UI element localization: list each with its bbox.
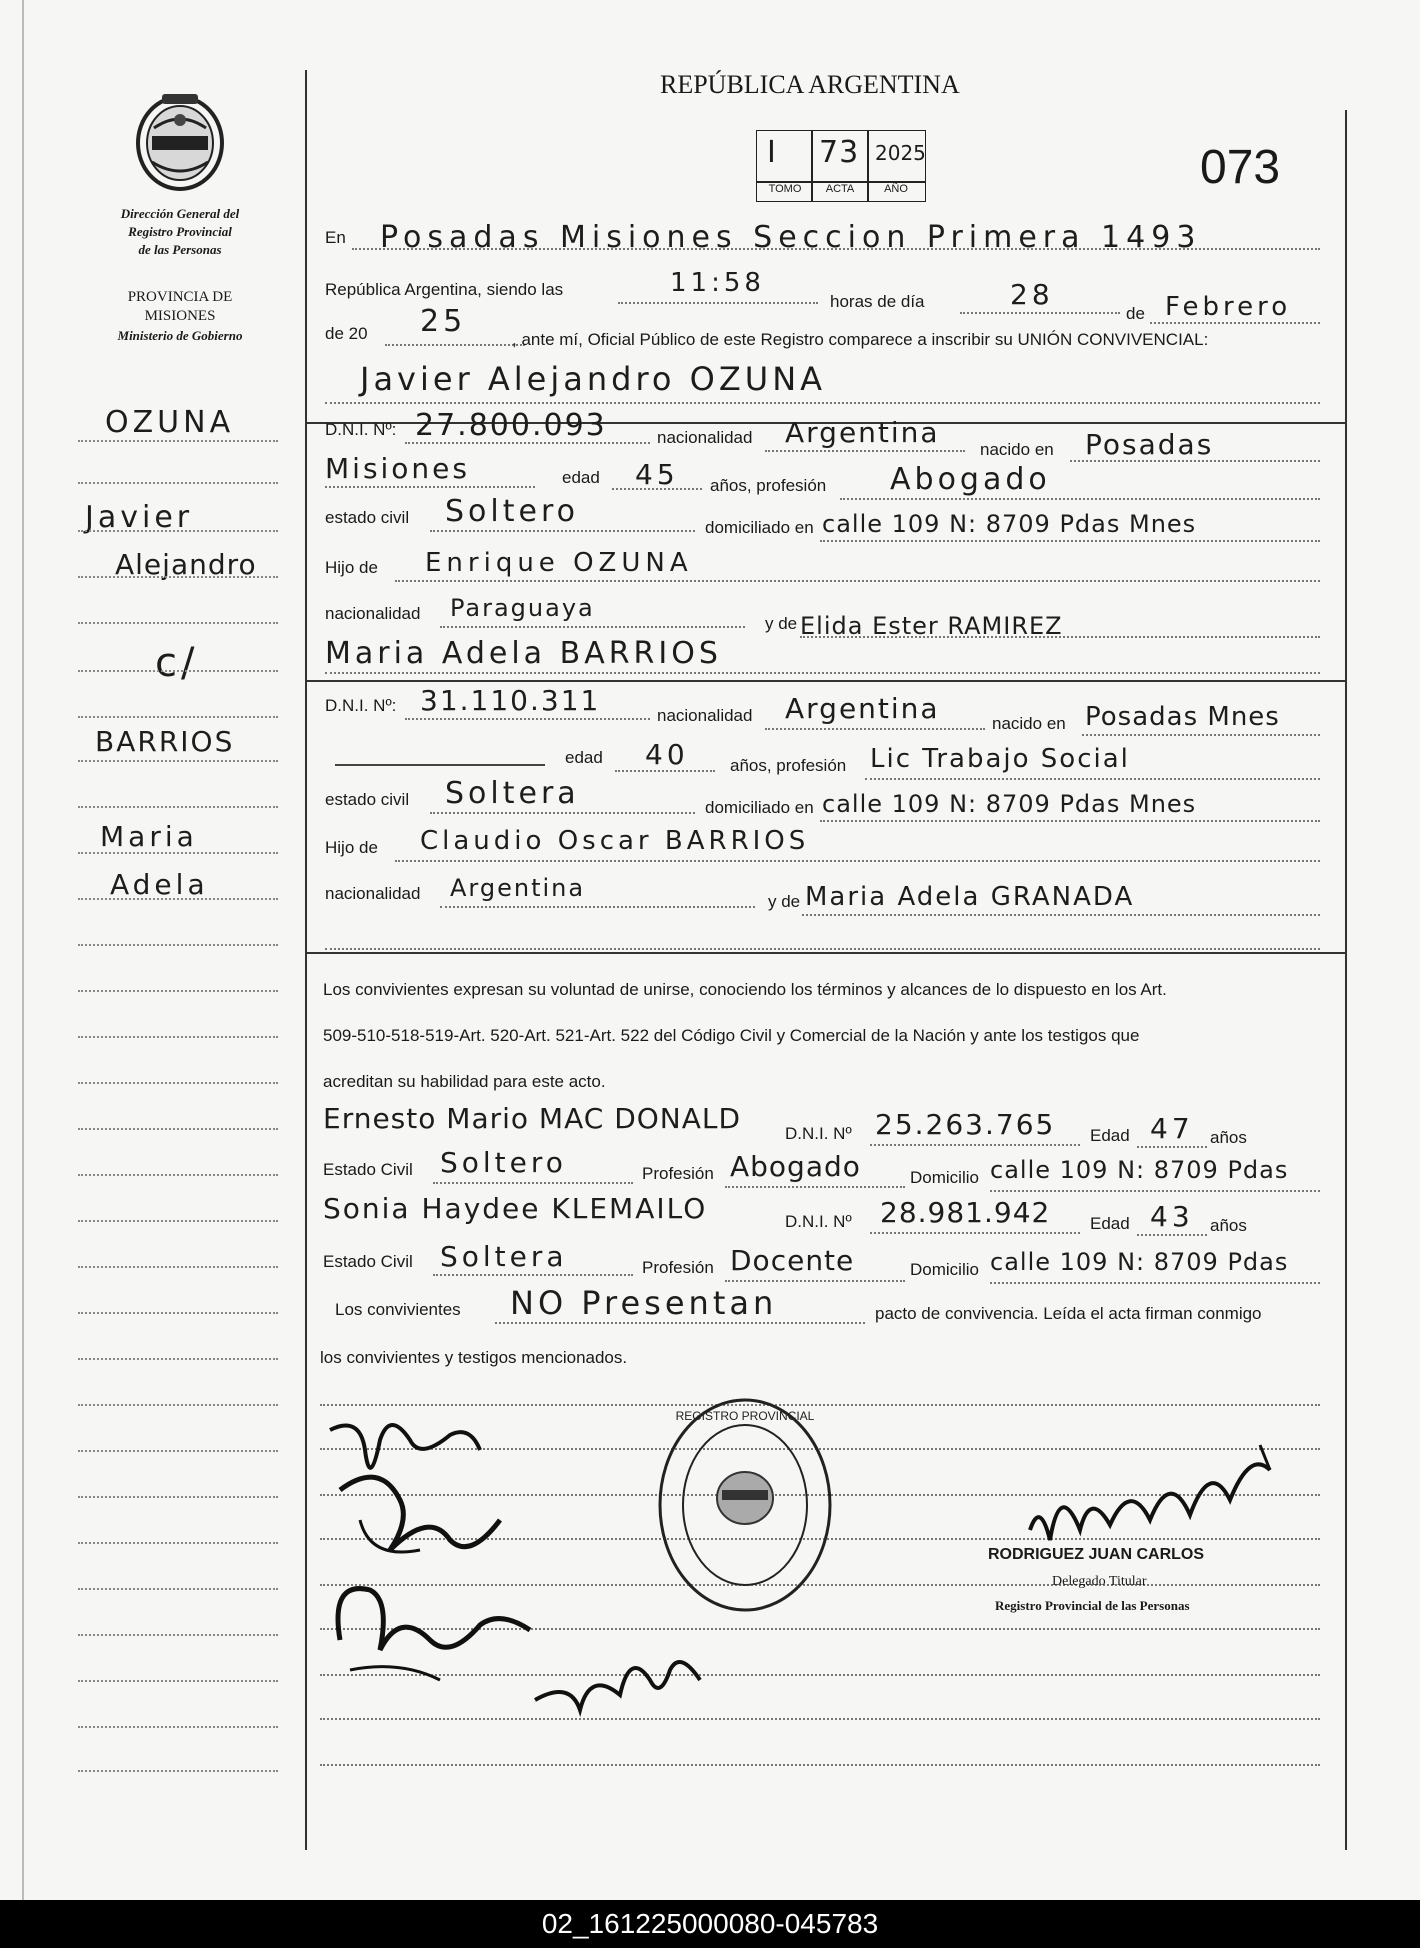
- w2-label-anos: años: [1210, 1216, 1247, 1235]
- p1-nacido-value-b: Misiones: [325, 452, 470, 485]
- p1-madre-value: Elida Ester RAMIREZ: [800, 612, 1063, 640]
- conviviente2-nombre: Maria Adela BARRIOS: [325, 636, 722, 671]
- document-number: 073: [1200, 141, 1281, 194]
- p1-nac-padre-value: Paraguaya: [450, 594, 595, 622]
- p1-estado-civil-value: Soltero: [445, 494, 579, 529]
- left-frame-line: [305, 70, 307, 1850]
- p2-profesion-value: Lic Trabajo Social: [870, 744, 1130, 774]
- margin-nombre2b: Adela: [110, 868, 209, 901]
- p2-estado-civil-value: Soltera: [445, 776, 580, 811]
- w1-label-anos: años: [1210, 1128, 1247, 1147]
- p2-label-estado-civil: estado civil: [325, 790, 410, 809]
- sidebar-ministerio: Ministerio de Gobierno: [117, 328, 243, 343]
- p1-padre-value: Enrique OZUNA: [425, 548, 693, 578]
- sidebar-misiones: MISIONES: [144, 308, 216, 324]
- p1-nacionalidad-value: Argentina: [785, 416, 940, 449]
- w1-label-dni: D.N.I. Nº: [785, 1124, 852, 1143]
- body-line-2: 509-510-518-519-Art. 520-Art. 521-Art. 522 del Código Civil y Comercial de la Nación y ante los testigos que: [323, 1026, 1140, 1045]
- p2-label-domiciliado: domiciliado en: [705, 798, 814, 817]
- official-signature-icon: [1020, 1440, 1300, 1560]
- p1-label-domiciliado: domiciliado en: [705, 518, 814, 537]
- label-en: En: [325, 228, 346, 247]
- anio-label: AÑO: [884, 183, 908, 195]
- w2-domicilio-value: calle 109 N: 8709 Pdas: [990, 1248, 1289, 1276]
- p2-nacionalidad-value: Argentina: [785, 692, 940, 725]
- official-office: Registro Provincial de las Personas: [995, 1598, 1190, 1613]
- sidebar-provincia: PROVINCIA DE: [127, 289, 233, 305]
- p2-label-profesion: años, profesión: [730, 756, 847, 775]
- margin-apellido1: OZUNA: [105, 405, 235, 440]
- p1-label-estado-civil: estado civil: [325, 508, 410, 527]
- anio-corto-value: 25: [420, 304, 467, 339]
- p1-label-dni: D.N.I. Nº:: [325, 420, 397, 439]
- sidebar-header: [82, 205, 278, 259]
- margin-apellido2: BARRIOS: [95, 725, 235, 758]
- official-role: Delegado Titular: [1052, 1574, 1147, 1589]
- p2-nacido-value: Posadas Mnes: [1085, 702, 1280, 732]
- w1-label-estado-civil: Estado Civil: [323, 1160, 413, 1179]
- w1-edad-value: 47: [1150, 1112, 1194, 1145]
- provincial-crest-icon: [132, 88, 228, 194]
- right-frame-line: [1345, 110, 1347, 1850]
- sidebar-provincia-block: [82, 288, 278, 345]
- w1-label-domicilio: Domicilio: [910, 1168, 979, 1187]
- margin-conector: c/: [155, 640, 199, 686]
- margin-nombre1b: Alejandro: [115, 548, 257, 581]
- w1-label-profesion: Profesión: [642, 1164, 714, 1183]
- sidebar-personas: de las Personas: [138, 242, 222, 257]
- p2-label-nacido: nacido en: [992, 714, 1066, 733]
- label-de: de: [1126, 304, 1145, 323]
- w1-nombre-value: Ernesto Mario MAC DONALD: [323, 1102, 742, 1135]
- w2-label-domicilio: Domicilio: [910, 1260, 979, 1279]
- acta-value: 73: [819, 135, 860, 170]
- p1-label-edad: edad: [562, 468, 600, 487]
- tomo-label: TOMO: [768, 183, 802, 195]
- w2-edad-value: 43: [1150, 1200, 1194, 1233]
- official-seal-icon: [650, 1390, 840, 1620]
- p2-edad-value: 40: [645, 738, 689, 771]
- label-republica: República Argentina, siendo las: [325, 280, 564, 299]
- p2-nac-padre-value: Argentina: [450, 874, 586, 902]
- p2-label-nacionalidad: nacionalidad: [657, 706, 753, 725]
- closing-line: los convivientes y testigos mencionados.: [320, 1348, 628, 1367]
- margin-nombre2a: Maria: [100, 820, 198, 853]
- conviviente1-nombre: Javier Alejandro OZUNA: [360, 360, 827, 398]
- p1-label-nacido: nacido en: [980, 440, 1054, 459]
- margin-nombre1a: Javier: [85, 500, 194, 535]
- acta-label: ACTA: [825, 183, 855, 195]
- p2-label-y-de: y de: [768, 892, 801, 911]
- label-pacto: pacto de convivencia. Leída el acta firman conmigo: [875, 1304, 1262, 1323]
- edge-line: [22, 0, 24, 1900]
- p1-label-nacionalidad: nacionalidad: [657, 428, 753, 447]
- section-divider-3: [305, 952, 1345, 954]
- tomo-acta-box: [756, 130, 926, 202]
- w1-dni-value: 25.263.765: [875, 1108, 1056, 1141]
- p1-profesion-value: Abogado: [890, 462, 1051, 497]
- w1-estado-civil-value: Soltero: [440, 1146, 567, 1179]
- p2-label-nac-padre: nacionalidad: [325, 884, 421, 903]
- p1-label-nac-padre: nacionalidad: [325, 604, 421, 623]
- lugar-value: Posadas Misiones Seccion Primera 1493: [380, 220, 1202, 255]
- label-horas: horas de día: [830, 292, 925, 311]
- w2-label-profesion: Profesión: [642, 1258, 714, 1277]
- svg-text:REGISTRO PROVINCIAL: REGISTRO PROVINCIAL: [675, 1409, 815, 1423]
- mes-value: Febrero: [1165, 292, 1292, 322]
- w2-label-estado-civil: Estado Civil: [323, 1252, 413, 1271]
- p1-nacido-value-a: Posadas: [1085, 428, 1214, 461]
- sidebar-direccion: Dirección General del: [120, 206, 240, 221]
- p2-padre-value: Claudio Oscar BARRIOS: [420, 826, 810, 856]
- label-de20: de 20: [325, 324, 368, 343]
- p1-label-y-de: y de: [765, 614, 798, 633]
- anio-value: 2025: [875, 141, 926, 165]
- convivientes-signatures-icon: [320, 1410, 550, 1720]
- p1-dni-value: 27.800.093: [415, 408, 607, 443]
- p1-edad-value: 45: [635, 458, 679, 491]
- body-line-3: acreditan su habilidad para este acto.: [323, 1072, 606, 1091]
- document-title: REPÚBLICA ARGENTINA: [660, 70, 960, 99]
- section-divider-2: [305, 680, 1345, 682]
- footer-id: 02_161225000080-045783: [0, 1900, 1420, 1948]
- w2-nombre-value: Sonia Haydee KLEMAILO: [323, 1192, 708, 1225]
- hora-value: 11:58: [670, 268, 765, 298]
- pacto-value: NO Presentan: [510, 1284, 778, 1322]
- official-name: RODRIGUEZ JUAN CARLOS: [988, 1546, 1205, 1563]
- witness-signature-icon: [530, 1640, 710, 1720]
- p2-domicilio-value: calle 109 N: 8709 Pdas Mnes: [822, 790, 1197, 818]
- w2-estado-civil-value: Soltera: [440, 1240, 568, 1273]
- p2-label-edad: edad: [565, 748, 603, 767]
- w1-domicilio-value: calle 109 N: 8709 Pdas: [990, 1156, 1289, 1184]
- w1-profesion-value: Abogado: [730, 1150, 861, 1183]
- p1-label-profesion: años, profesión: [710, 476, 827, 495]
- label-ante: , ante mí, Oficial Público de este Registro comparece a inscribir su UNIÓN CONVIVENCIAL:: [512, 330, 1209, 349]
- p2-label-dni: D.N.I. Nº:: [325, 696, 397, 715]
- body-line-1: Los convivientes expresan su voluntad de unirse, conociendo los términos y alcances de lo dispuesto en los Art.: [323, 980, 1167, 999]
- p2-dni-value: 31.110.311: [420, 684, 601, 717]
- w2-dni-value: 28.981.942: [880, 1196, 1051, 1229]
- w1-label-edad: Edad: [1090, 1126, 1130, 1145]
- p1-domicilio-value: calle 109 N: 8709 Pdas Mnes: [822, 510, 1197, 538]
- w2-label-edad: Edad: [1090, 1214, 1130, 1233]
- w2-profesion-value: Docente: [730, 1244, 855, 1277]
- w2-label-dni: D.N.I. Nº: [785, 1212, 852, 1231]
- p2-label-hijo-de: Hijo de: [325, 838, 378, 857]
- p1-label-hijo-de: Hijo de: [325, 558, 378, 577]
- tomo-value: I: [767, 135, 780, 170]
- sidebar-registro: Registro Provincial: [128, 224, 232, 239]
- p2-madre-value: Maria Adela GRANADA: [805, 882, 1135, 912]
- label-los-convivientes: Los convivientes: [335, 1300, 461, 1319]
- dia-value: 28: [1010, 278, 1054, 311]
